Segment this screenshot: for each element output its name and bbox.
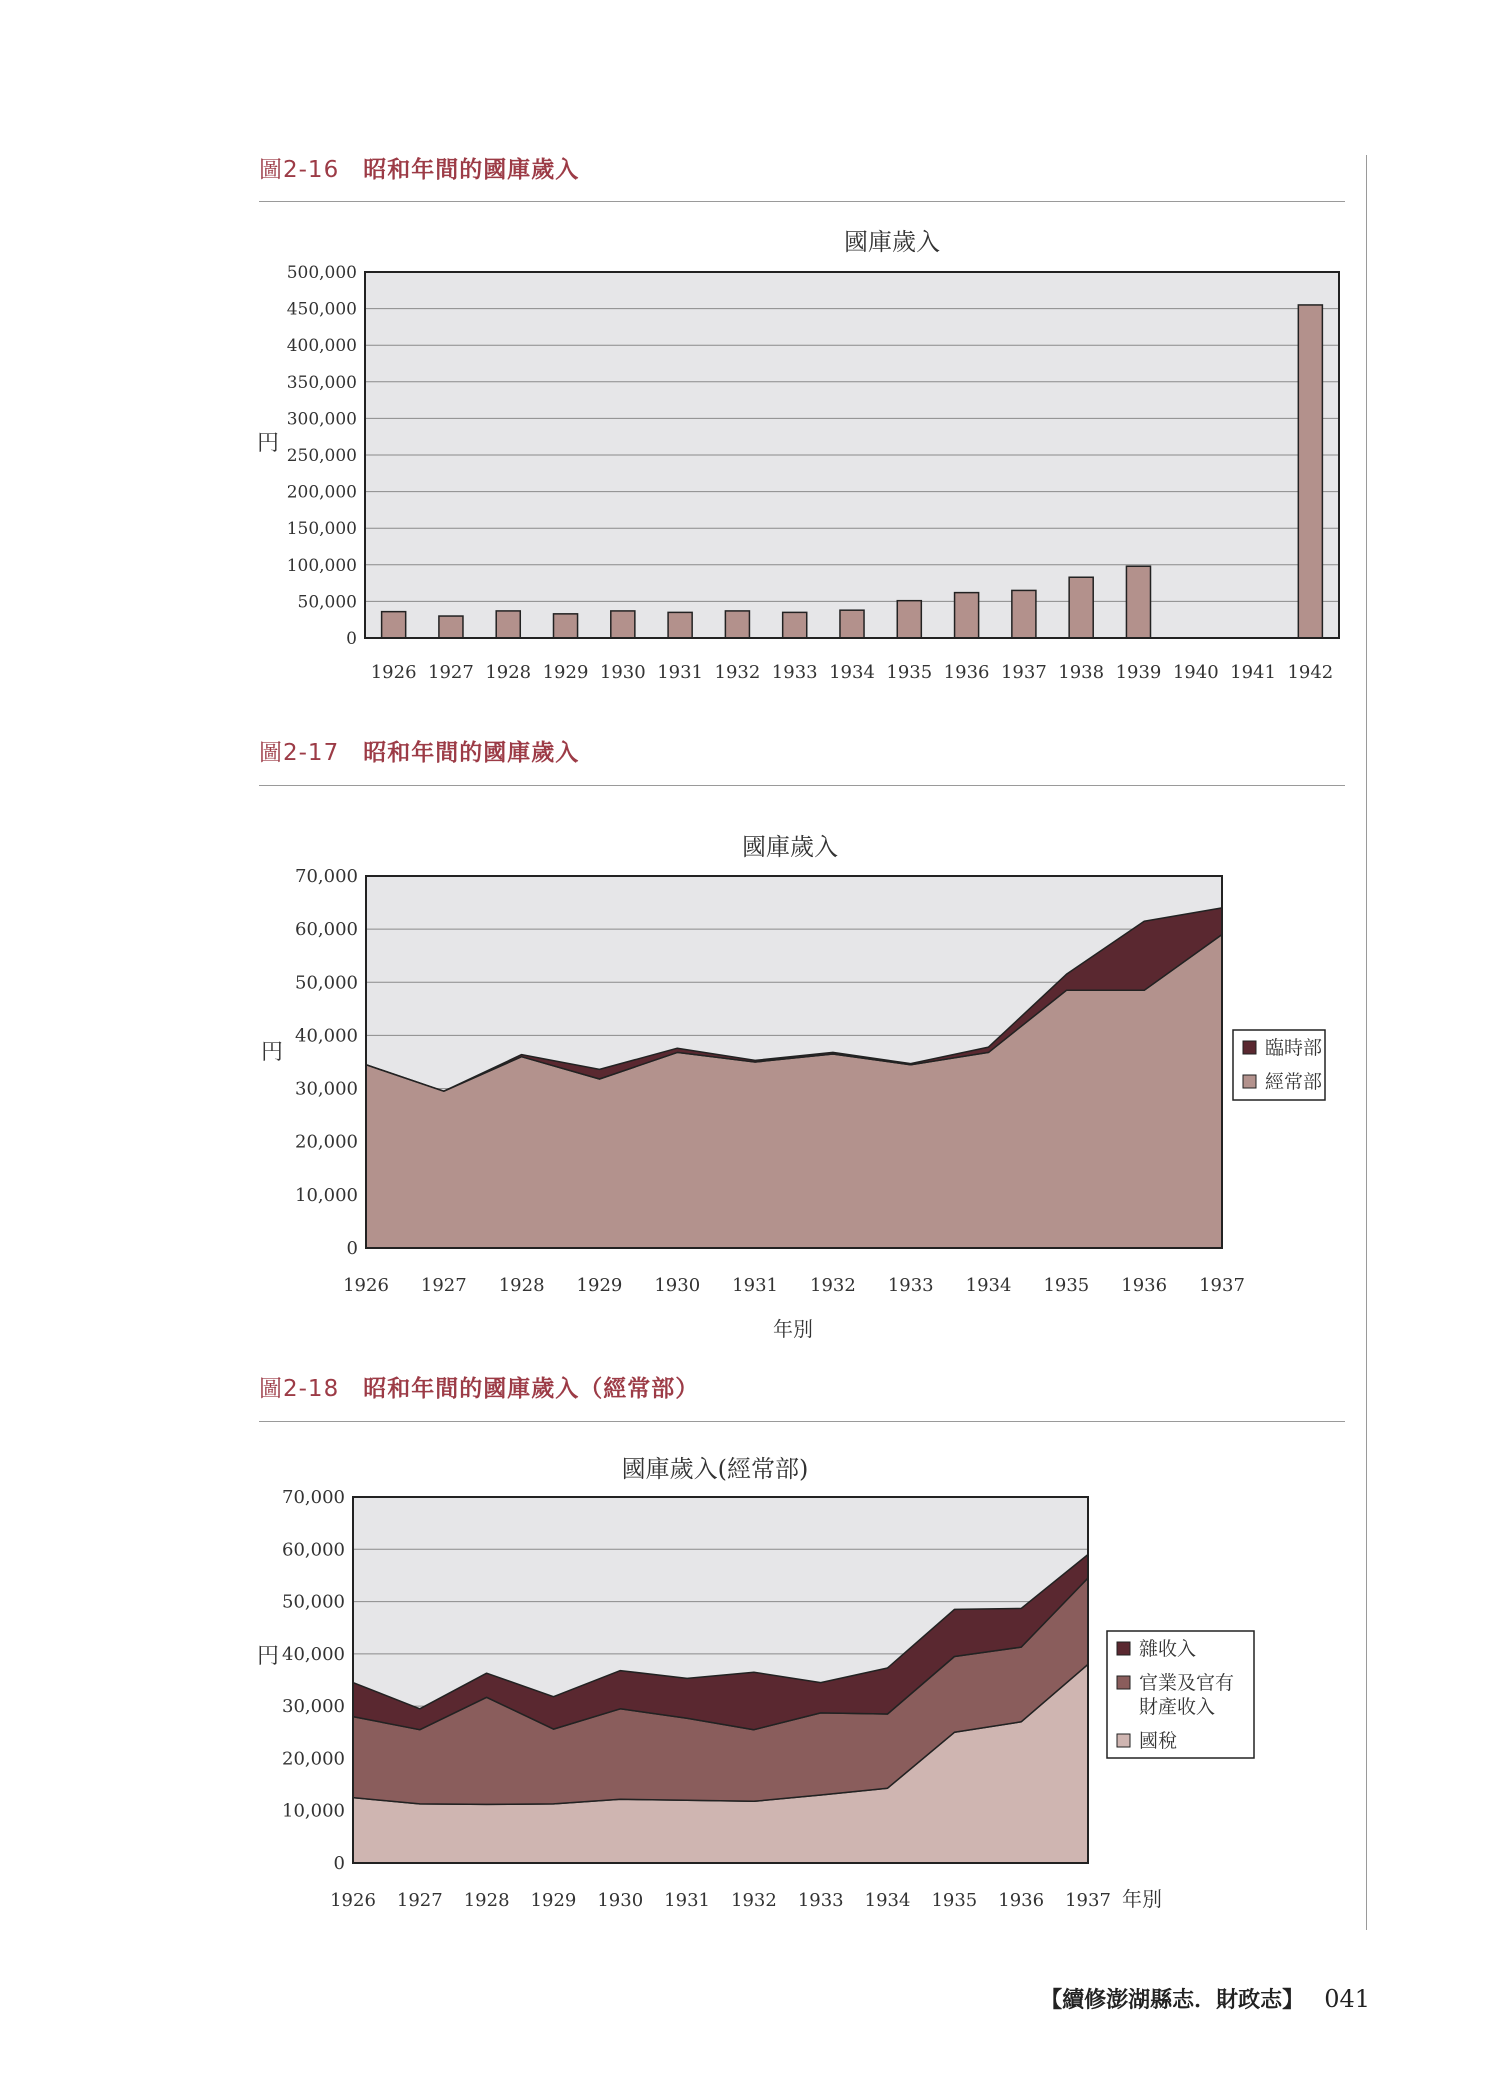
x-tick-label: 1929	[530, 1890, 577, 1911]
figure-title: 昭和年間的國庫歲入	[363, 157, 580, 183]
y-tick-label: 40,000	[282, 1643, 345, 1665]
x-tick-label: 1937	[1000, 662, 1047, 683]
legend-label: 臨時部	[1265, 1037, 1323, 1059]
figure-number: 圖2-16	[259, 157, 340, 183]
figure-number: 圖2-18	[259, 1376, 340, 1402]
y-tick-label: 400,000	[286, 336, 357, 357]
y-tick-label: 150,000	[286, 519, 357, 540]
x-tick-label: 1933	[797, 1890, 844, 1911]
x-tick-label: 1937	[1199, 1275, 1245, 1296]
y-tick-label: 20,000	[282, 1748, 345, 1770]
x-tick-label: 1929	[542, 662, 589, 683]
y-axis-label: 円	[256, 431, 280, 456]
x-tick-label: 1931	[664, 1890, 710, 1911]
y-tick-label: 200,000	[286, 482, 357, 503]
y-tick-label: 450,000	[286, 299, 357, 320]
y-tick-label: 350,000	[286, 372, 357, 393]
x-tick-label: 1936	[943, 662, 990, 683]
x-tick-label: 1932	[714, 662, 761, 683]
y-tick-label: 60,000	[295, 919, 358, 941]
x-tick-label: 1930	[654, 1275, 701, 1296]
legend-label: 財產收入	[1139, 1696, 1216, 1718]
y-tick-label: 300,000	[286, 409, 357, 430]
y-tick-label: 0	[346, 629, 357, 649]
y-tick-label: 30,000	[282, 1696, 345, 1718]
x-tick-label: 1933	[771, 662, 818, 683]
x-tick-label: 1928	[485, 662, 532, 683]
y-tick-label: 10,000	[295, 1184, 358, 1206]
x-tick-label: 1934	[864, 1890, 911, 1911]
page-number: 041	[1324, 1985, 1370, 2013]
y-tick-label: 50,000	[282, 1591, 345, 1613]
x-tick-label: 1940	[1172, 662, 1219, 683]
figure-number: 圖2-17	[259, 740, 340, 766]
x-tick-label: 1927	[396, 1890, 443, 1911]
y-tick-label: 30,000	[295, 1078, 358, 1100]
x-tick-label: 1932	[731, 1890, 777, 1911]
x-tick-label: 1927	[420, 1275, 467, 1296]
x-tick-label: 1937	[1065, 1890, 1111, 1911]
x-tick-label: 1931	[732, 1275, 778, 1296]
y-axis-label: 円	[256, 1644, 280, 1669]
y-tick-label: 70,000	[295, 866, 358, 887]
y-tick-label: 20,000	[295, 1131, 358, 1153]
x-tick-label: 1928	[498, 1275, 545, 1296]
x-tick-label: 1939	[1115, 662, 1162, 683]
legend-swatch	[1117, 1734, 1130, 1747]
chart-title: 國庫歲入	[742, 833, 838, 861]
y-tick-label: 500,000	[286, 263, 357, 283]
x-axis-label: 年別	[1122, 1887, 1162, 1911]
x-tick-label: 1930	[599, 662, 646, 683]
x-tick-label: 1933	[887, 1275, 934, 1296]
legend-swatch	[1117, 1676, 1130, 1689]
page-side-rule	[1366, 155, 1367, 1930]
y-tick-label: 10,000	[282, 1800, 345, 1822]
x-tick-label: 1935	[886, 662, 933, 683]
figure-title: 昭和年間的國庫歲入（經常部）	[363, 1376, 700, 1402]
x-tick-label: 1926	[330, 1890, 376, 1911]
y-tick-label: 70,000	[282, 1487, 345, 1508]
x-tick-label: 1935	[1043, 1275, 1090, 1296]
x-tick-label: 1929	[576, 1275, 623, 1296]
chart-title: 國庫歲入(經常部)	[621, 1455, 809, 1483]
x-tick-label: 1938	[1058, 662, 1105, 683]
legend-label: 雜收入	[1139, 1638, 1197, 1660]
y-axis-label: 円	[260, 1040, 284, 1065]
x-tick-label: 1926	[343, 1275, 389, 1296]
x-axis-label: 年別	[773, 1317, 813, 1341]
y-tick-label: 0	[346, 1238, 358, 1259]
x-tick-label: 1936	[998, 1890, 1045, 1911]
legend-label: 經常部	[1265, 1071, 1323, 1093]
y-tick-label: 50,000	[295, 972, 358, 994]
x-tick-label: 1942	[1287, 662, 1334, 683]
y-tick-label: 40,000	[295, 1025, 358, 1047]
x-tick-label: 1936	[1121, 1275, 1168, 1296]
x-tick-label: 1931	[657, 662, 704, 683]
page-footer	[1040, 1983, 1370, 2014]
y-tick-label: 0	[333, 1853, 345, 1874]
y-tick-label: 100,000	[286, 555, 357, 576]
chart-title: 國庫歲入	[844, 228, 940, 256]
legend-swatch	[1117, 1642, 1130, 1655]
x-tick-label: 1927	[428, 662, 474, 683]
x-tick-label: 1932	[810, 1275, 856, 1296]
figure-title: 昭和年間的國庫歲入	[363, 740, 580, 766]
x-tick-label: 1926	[370, 662, 417, 683]
x-tick-label: 1941	[1230, 662, 1276, 683]
x-tick-label: 1928	[463, 1890, 510, 1911]
x-tick-label: 1934	[965, 1275, 1012, 1296]
y-tick-label: 60,000	[282, 1539, 345, 1561]
book-title: 【續修澎湖縣志．財政志】	[1040, 1987, 1305, 2013]
x-tick-label: 1930	[597, 1890, 644, 1911]
legend-label: 官業及官有	[1139, 1672, 1235, 1694]
legend-label: 國稅	[1139, 1730, 1178, 1752]
y-tick-label: 50,000	[297, 592, 357, 613]
y-tick-label: 250,000	[286, 446, 357, 466]
x-tick-label: 1934	[829, 662, 875, 683]
x-tick-label: 1935	[931, 1890, 978, 1911]
